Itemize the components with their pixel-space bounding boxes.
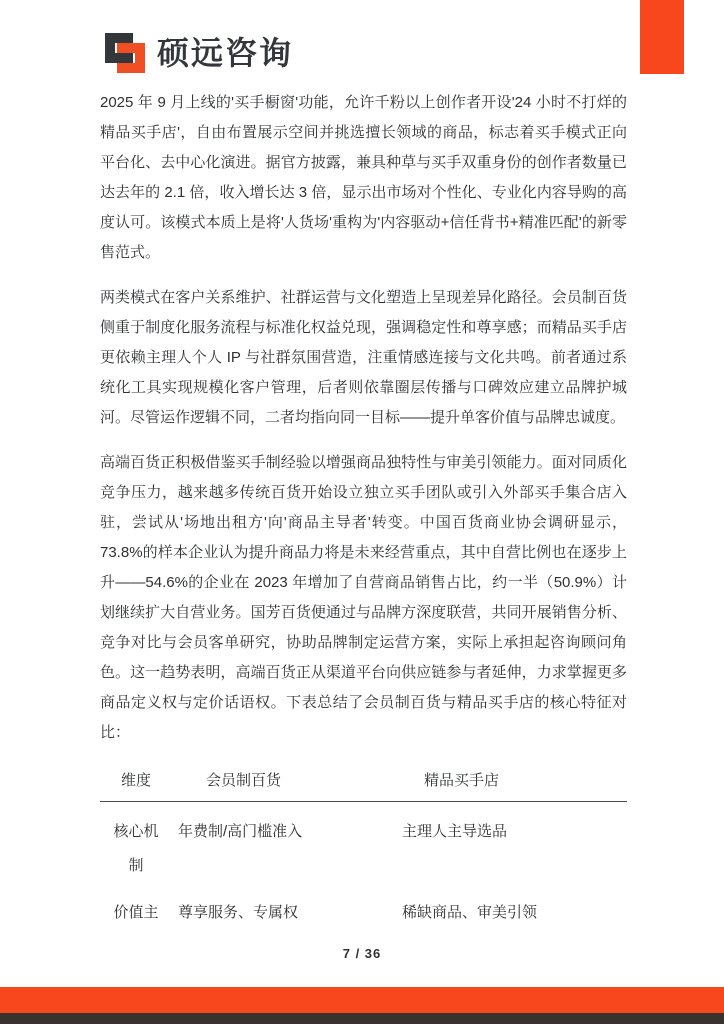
brand-name: 硕远咨询 bbox=[157, 35, 294, 71]
document-body bbox=[100, 88, 627, 930]
body-paragraph-2: 两类模式在客户关系维护、社群运营与文化塑造上呈现差异化路径。会员制百货侧重于制度化服务流程与标准化权益兑现，强调稳定性和尊享感；而精品买手店更依赖主理人个人 IP 与社群氛围营造，注重情感连接与文化共鸣。前者通过系统化工具实现规模化客户管理，后者则依靠圈层传播与口碑效应建立品牌护城河。尽管运作逻辑不同，二者均指向同一目标——提升单客价值与品牌忠诚度。 bbox=[100, 289, 627, 426]
corner-accent-block bbox=[640, 0, 684, 74]
page-number: 7 / 36 bbox=[342, 946, 382, 961]
comparison-table bbox=[100, 763, 627, 930]
body-paragraph-1: 2025 年 9 月上线的'买手橱窗'功能，允许千粉以上创作者开设'24 小时不打烊的精品买手店'，自由布置展示空间并挑选擅长领域的商品，标志着买手模式正向平台化、去中心化演进。据官方披露，兼具种草与买手双重身份的创作者数量已达去年的 2.1 倍，收入增长达 3 倍，显示出市场对个性化、专业化内容导购的高度认可。该模式本质上是将'人货场'重构为'内容驱动+信任背书+精准匹配'的新零售范式。 bbox=[100, 94, 627, 261]
footer-dark-bar bbox=[0, 1013, 724, 1024]
body-paragraph-3: 高端百货正积极借鉴买手制经验以增强商品独特性与审美引领能力。面对同质化竞争压力，越来越多传统百货开始设立独立买手团队或引入外部买手集合店入驻，尝试从'场地出租方'向'商品主导者'转变。中国百货商业协会调研显示，73.8%的样本企业认为提升商品力将是未来经营重点，其中自营比例也在逐步上升——54.6%的企业在 2023 年增加了自营商品销售占比，约一半（50.9%）计划继续扩大自营业务。国芳百货便通过与品牌方深度联营，共同开展销售分析、竞争对比与会员客单研究，协助品牌制定运营方案，实际上承担起咨询顾问角色。这一趋势表明，高端百货正从渠道平台向供应链参与者延伸，力求掌握更多商品定义权与定价话语权。下表总结了会员制百货与精品买手店的核心特征对比： bbox=[100, 454, 627, 741]
table-header-boutique-buyer-shop: 精品买手店 bbox=[424, 772, 500, 789]
table-cell-boutique: 主理人主导选品 bbox=[402, 823, 508, 840]
table-cell-dimension: 价值主 bbox=[113, 904, 159, 921]
table-header-dimension: 维度 bbox=[120, 772, 151, 789]
table-row bbox=[100, 883, 627, 930]
table-cell-membership: 年费制/高门槛准入 bbox=[178, 823, 303, 840]
table-row bbox=[100, 802, 627, 883]
comparison-table-header-row bbox=[100, 763, 627, 802]
table-cell-membership: 尊享服务、专属权 bbox=[178, 904, 299, 921]
table-cell-boutique: 稀缺商品、审美引领 bbox=[402, 904, 538, 921]
table-cell-dimension: 核心机制 bbox=[113, 823, 159, 874]
brand-logo bbox=[102, 30, 293, 76]
footer-accent-bar bbox=[0, 987, 724, 1013]
interlocking-squares-icon bbox=[102, 30, 148, 76]
table-header-membership-dept-store: 会员制百货 bbox=[206, 772, 282, 789]
